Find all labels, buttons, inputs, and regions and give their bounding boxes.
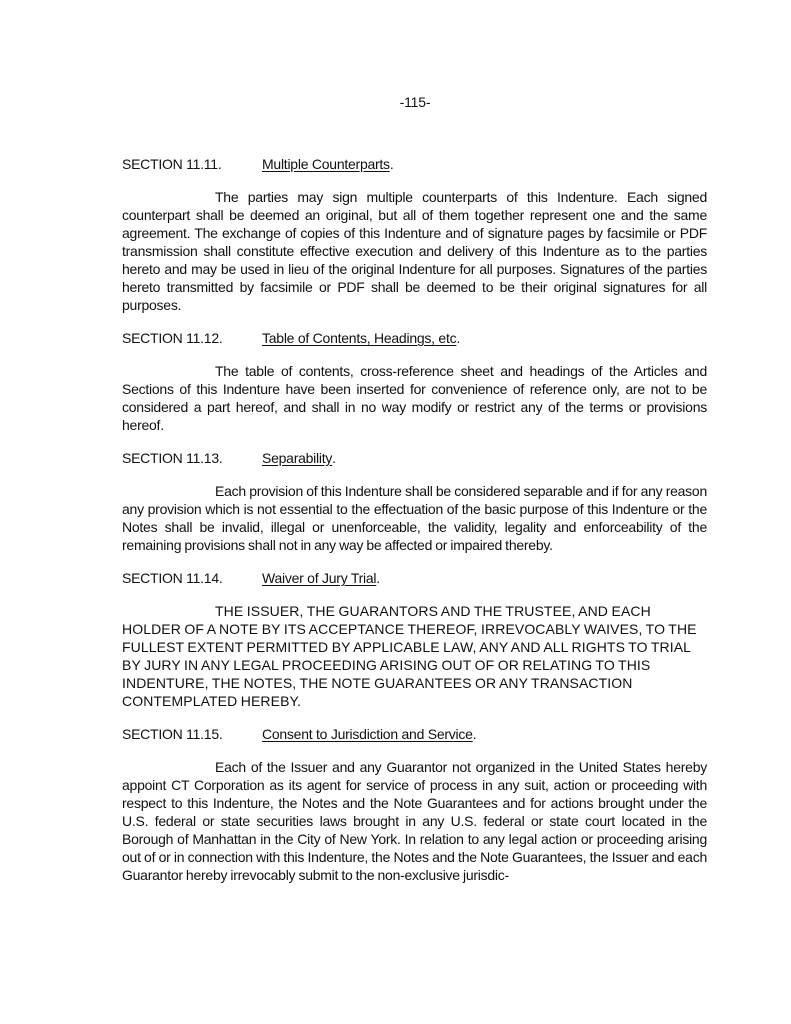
section-number: SECTION 11.11. [122,156,222,172]
section-number: SECTION 11.12. [122,330,223,346]
section-title: Table of Contents, Headings, etc [262,330,457,346]
section-heading-11-13 [122,449,707,467]
section-title: Multiple Counterparts [262,156,390,172]
paragraph-text: THE ISSUER, THE GUARANTORS AND THE TRUSTEE, AND EACH HOLDER OF A NOTE BY ITS ACCEPTANCE THEREOF, IRREVOCABLY WAIVES, TO THE FULLEST EXTENT PERMITTED BY APPLICABLE LAW, ANY AND ALL RIGHTS TO TRIAL BY JURY IN ANY LEGAL PROCEEDING ARISING OUT OF OR RELATING TO THIS INDENTURE, THE NOTES, THE NOTE GUARANTEES OR ANY TRANSACTION CONTEMPLATED HEREBY. [122,603,697,709]
paragraph-text: The parties may sign multiple counterparts of this Indenture. Each signed counterpart shall be deemed an original, but all of them together represent one and the same agreement. The exchange of copies of this Indenture and of signature pages by facsimile or PDF transmission shall constitute effective execution and delivery of this Indenture as to the parties hereto and may be used in lieu of the original Indenture for all purposes. Signatures of the parties hereto transmitted by facsimile or PDF shall be deemed to be their original signatures for all purposes. [122,189,707,313]
section-paragraph-11-12 [122,362,707,434]
section-title: Waiver of Jury Trial [262,570,377,586]
section-heading-11-11 [122,155,707,173]
document-body [122,155,707,884]
section-number: SECTION 11.14. [122,570,223,586]
section-heading-11-15 [122,725,707,743]
section-title: Separability [262,450,333,466]
paragraph-text: Each provision of this Indenture shall be considered separable and if for any reason any provision which is not essential to the effectuation of the basic purpose of this Indenture or the Notes shall be invalid, illegal or unenforceable, the validity, legality and enforceability of the remaining provisions shall not in any way be affected or impaired thereby. [122,483,707,553]
paragraph-text: The table of contents, cross-reference sheet and headings of the Articles and Sections of this Indenture have been inserted for convenience of reference only, are not to be considered a part hereof, and shall in no way modify or restrict any of the terms or provisions hereof. [122,363,707,433]
section-paragraph-11-15 [122,758,707,884]
section-heading-11-12 [122,329,707,347]
section-title-period: . [389,156,394,172]
section-number: SECTION 11.13. [122,450,223,466]
page-number: -115- [399,94,431,110]
section-heading-11-14 [122,569,707,587]
section-title-period: . [376,570,380,586]
section-paragraph-11-13 [122,482,707,554]
section-title: Consent to Jurisdiction and Service [262,726,473,742]
section-title-period: . [472,726,477,742]
section-paragraph-11-11 [122,188,707,314]
paragraph-text: Each of the Issuer and any Guarantor not organized in the United States hereby appoint CT Corporation as its agent for service of process in any suit, action or proceeding with respect to this Indenture, the Notes and the Note Guarantees and for actions brought under the U.S. federal or state securities laws brought in any U.S. federal or state court located in the Borough of Manhattan in the City of New York. In relation to any legal action or proceeding arising out of or in connection with this Indenture, the Notes and the Note Guarantees, the Issuer and each Guarantor hereby irrevocably submit to the non-exclusive jurisdic- [122,759,707,883]
section-paragraph-11-14 [122,602,707,710]
section-title-period: . [332,450,336,466]
section-title-period: . [456,330,460,346]
section-number: SECTION 11.15. [122,726,223,742]
